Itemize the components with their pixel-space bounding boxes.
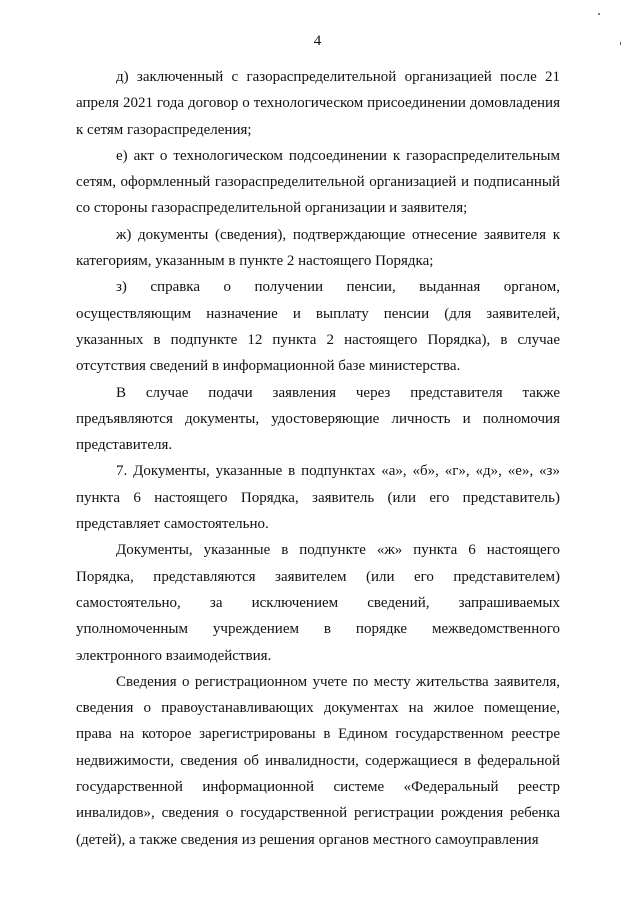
paragraph-e: е) акт о технологическом подсоединении к газораспределительным сетям, оформленный газораспределительной организацией и подписанный со стороны газораспределительной организации и заявителя; (76, 147, 560, 217)
document-body (76, 64, 560, 853)
paragraph-representative: В случае подачи заявления через представителя также предъявляются документы, удостоверяющие личность и полномочия представителя. (76, 384, 560, 454)
paragraph-documents-zh: Документы, указанные в подпункте «ж» пункта 6 настоящего Порядка, представляются заявителем (или его представителем) самостоятельно, за исключением сведений, запрашиваемых уполномоченным учреждением в порядке межведомственного электронного взаимодействия. (76, 542, 560, 664)
scan-speck (598, 13, 600, 15)
page-number: 4 (313, 33, 322, 49)
scan-speck (620, 42, 621, 45)
paragraph-d: д) заключенный с газораспределительной организацией после 21 апреля 2021 года договор о технологическом присоединении домовладения к сетям газораспределения; (76, 69, 560, 138)
paragraph-item-7: 7. Документы, указанные в подпунктах «а», «б», «г», «д», «е», «з» пункта 6 настоящего Порядка, заявитель (или его представитель) представляет самостоятельно. (76, 463, 560, 533)
paragraph-zh: ж) документы (сведения), подтверждающие отнесение заявителя к категориям, указанным в пункте 2 настоящего Порядка; (76, 226, 560, 270)
paragraph-registration-info: Сведения о регистрационном учете по месту жительства заявителя, сведения о правоустанавливающих документах на жилое помещение, права на которое зарегистрированы в Едином государственном реестре недвижимости, сведения об инвалидности, содержащиеся в федеральной государственной информационной системе «Федеральный реестр инвалидов», сведения о государственной регистрации рождения ребенка (детей), а также сведения из решения органов местного самоуправления (76, 673, 560, 848)
paragraph-z: з) справка о получении пенсии, выданная органом, осуществляющим назначение и выплату пенсии (для заявителей, указанных в подпункте 12 пункта 2 настоящего Порядка), в случае отсутствия сведений в информационной базе министерства. (76, 279, 560, 375)
